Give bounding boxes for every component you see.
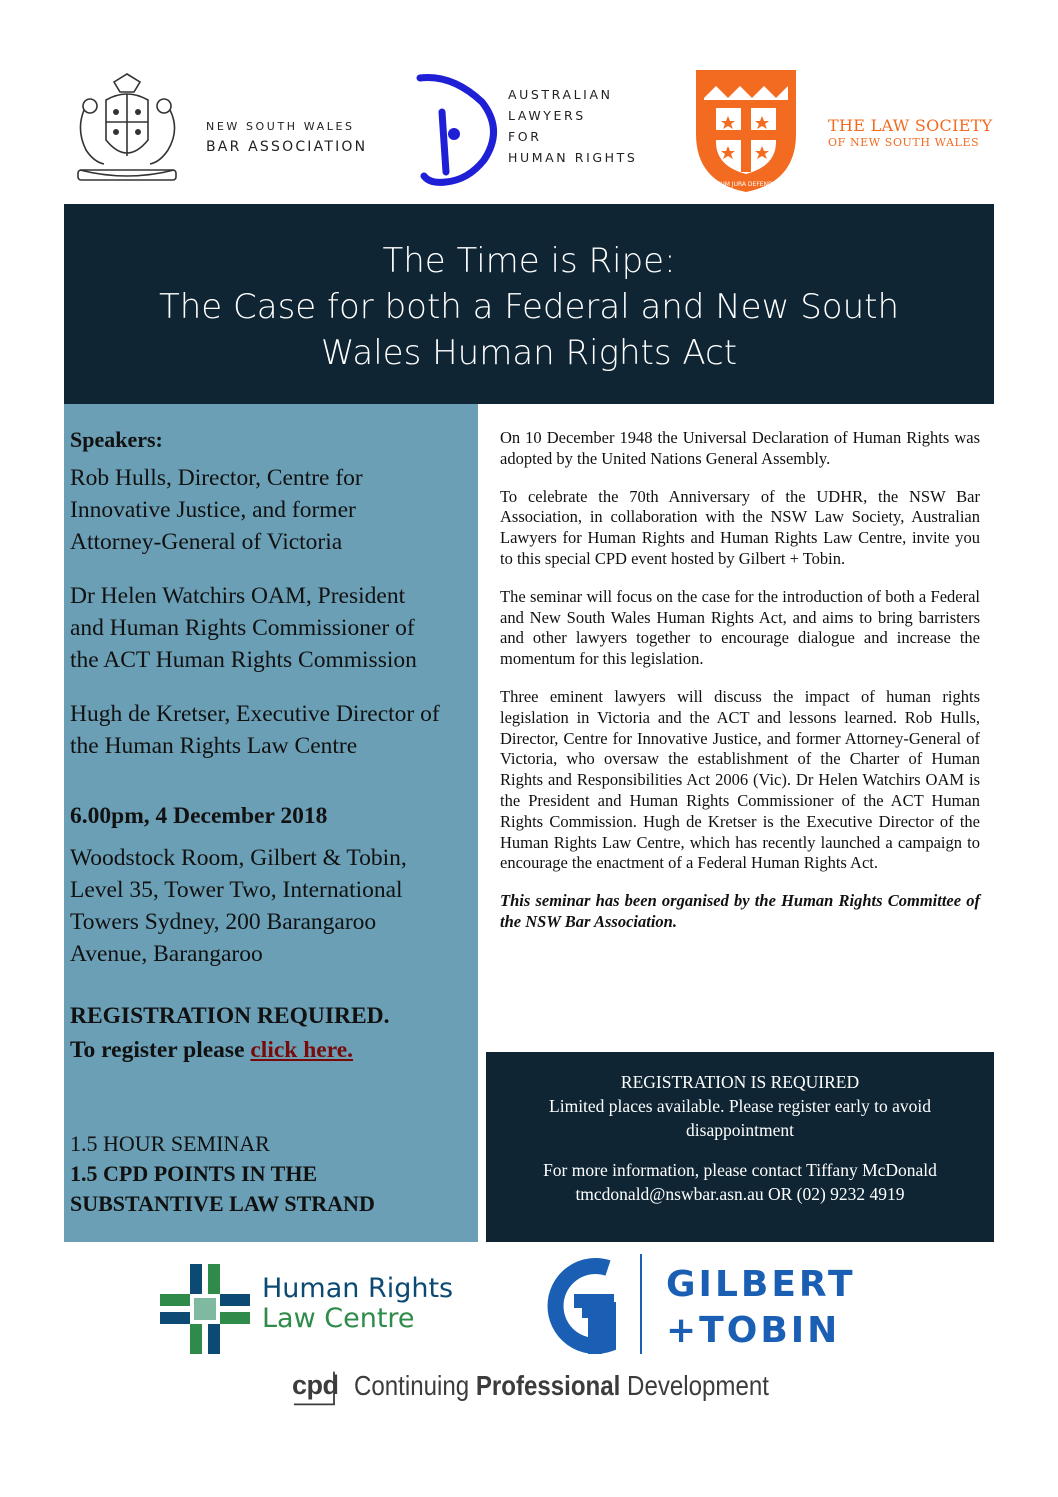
law-society-logo <box>694 68 1014 198</box>
event-datetime: 6.00pm, 4 December 2018 <box>70 803 328 829</box>
cpd-word-continuing: Continuing <box>354 1370 476 1401</box>
speaker2-line1: Dr Helen Watchirs OAM, President <box>70 583 406 609</box>
cpd-word-development: Development <box>620 1370 769 1401</box>
venue-line2: Level 35, Tower Two, International <box>70 877 403 903</box>
gt-monogram-icon <box>538 1254 622 1358</box>
speaker1-line2: Innovative Justice, and former <box>70 497 356 523</box>
cpd-abbreviation: cpd <box>292 1370 339 1400</box>
registration-heading: REGISTRATION REQUIRED. <box>70 1003 390 1029</box>
registration-info-box <box>486 1052 994 1242</box>
law-society-line2: OF NEW SOUTH WALES <box>828 136 980 149</box>
cpd-points-line2: SUBSTANTIVE LAW STRAND <box>70 1191 375 1216</box>
title-line-3: Wales Human Rights Act <box>320 333 738 373</box>
alhr-logo-icon <box>412 72 504 188</box>
cpd-points-line1: 1.5 CPD POINTS IN THE <box>70 1161 318 1186</box>
register-link[interactable]: click here. <box>250 1037 354 1063</box>
regbox-contact: For more information, please contact Tiffany McDonald <box>543 1160 937 1180</box>
cpd-word-professional: Professional <box>475 1370 621 1401</box>
paragraph-4: Three eminent lawyers will discuss the impact of human rights legislation in Victoria and the ACT and lessons learned. Rob Hulls, Director, Centre for Innovative Justice, and former Attorney-General of Victoria, who oversaw the establishment of the Charter of Human Rights and Responsibilities Act 2006 (Vic). Dr Helen Watchirs OAM is the President and Human Rights Commissioner of the ACT Human Rights Commission. Hugh de Kretser is the Executive Director of the Human Rights Law Centre, which has recently launched a campaign to encourage the enactment of a Federal Human Rights Act. <box>500 686 980 873</box>
speaker1-line3: Attorney-General of Victoria <box>70 529 343 555</box>
alhr-line-2: LAWYERS <box>508 108 586 123</box>
hrlc-cross-icon <box>160 1264 250 1354</box>
gt-line1: GILBERT <box>666 1264 856 1305</box>
gt-line2: +TOBIN <box>666 1310 841 1351</box>
venue-line3: Towers Sydney, 200 Barangaroo <box>70 909 377 935</box>
alhr-line-4: HUMAN RIGHTS <box>508 150 638 165</box>
venue-line4: Avenue, Barangaroo <box>70 941 263 967</box>
register-prefix: To register please <box>70 1037 251 1063</box>
title-banner <box>64 204 994 404</box>
speaker3-line1: Hugh de Kretser, Executive Director of <box>70 701 440 727</box>
event-details-panel <box>64 404 478 1242</box>
seminar-length: 1.5 HOUR SEMINAR <box>70 1131 270 1156</box>
alhr-line-3: FOR <box>508 129 542 144</box>
paragraph-2: To celebrate the 70th Anniversary of the UDHR, the NSW Bar Association, in collaboration with the NSW Law Society, Australian Lawyers for Human Rights and Human Rights Law Centre, invite you to this special CPD event hosted by Gilbert + Tobin. <box>500 486 980 568</box>
regbox-line1: Limited places available. Please register early to avoid <box>549 1096 931 1116</box>
paragraph-3: The seminar will focus on the case for the introduction of both a Federal and New South Wales Human Rights Act, and aims to bring barristers and other lawyers together to encourage dialogue and increase the momentum for this legislation. <box>500 586 980 669</box>
law-society-shield-icon <box>694 68 798 194</box>
hrlc-line1: Human Rights <box>262 1273 454 1304</box>
law-society-line1: THE LAW SOCIETY <box>828 116 993 135</box>
speaker1-line1: Rob Hulls, Director, Centre for <box>70 465 363 491</box>
speaker2-line2: and Human Rights Commissioner of <box>70 615 415 641</box>
speakers-heading: Speakers: <box>70 427 163 452</box>
cpd-full-name <box>354 1370 769 1402</box>
cpd-logo <box>292 1366 812 1414</box>
nsw-bar-line1: NEW SOUTH WALES <box>206 120 355 133</box>
venue-line1: Woodstock Room, Gilbert & Tobin, <box>70 845 407 871</box>
nsw-bar-crest-icon <box>64 70 190 188</box>
law-society-motto: OMNIUM JURA DEFENDIMUS <box>704 181 788 188</box>
gt-divider <box>640 1254 642 1354</box>
paragraph-1: On 10 December 1948 the Universal Declaration of Human Rights was adopted by the United Nations General Assembly. <box>500 428 980 468</box>
alhr-logo <box>412 72 682 192</box>
register-line <box>70 1034 478 1066</box>
hrlc-line2: Law Centre <box>262 1303 415 1334</box>
gilbert-tobin-logo <box>538 1254 878 1362</box>
description-column <box>500 428 980 950</box>
regbox-line2: disappointment <box>686 1120 794 1140</box>
alhr-line-1: AUSTRALIAN <box>508 87 613 102</box>
regbox-heading: REGISTRATION IS REQUIRED <box>620 1072 860 1092</box>
title-line-1: The Time is Ripe: <box>382 241 676 281</box>
speaker3-line2: the Human Rights Law Centre <box>70 733 358 759</box>
organiser-note: This seminar has been organised by the Human Rights Committee of the NSW Bar Association. <box>500 891 980 931</box>
title-line-2: The Case for both a Federal and New South <box>158 287 900 327</box>
speaker2-line3: the ACT Human Rights Commission <box>70 647 417 673</box>
nsw-bar-association-logo <box>64 70 404 190</box>
human-rights-law-centre-logo <box>160 1260 490 1356</box>
regbox-email-phone: tmcdonald@nswbar.asn.au OR (02) 9232 4919 <box>575 1184 905 1204</box>
nsw-bar-line2: BAR ASSOCIATION <box>206 139 368 155</box>
